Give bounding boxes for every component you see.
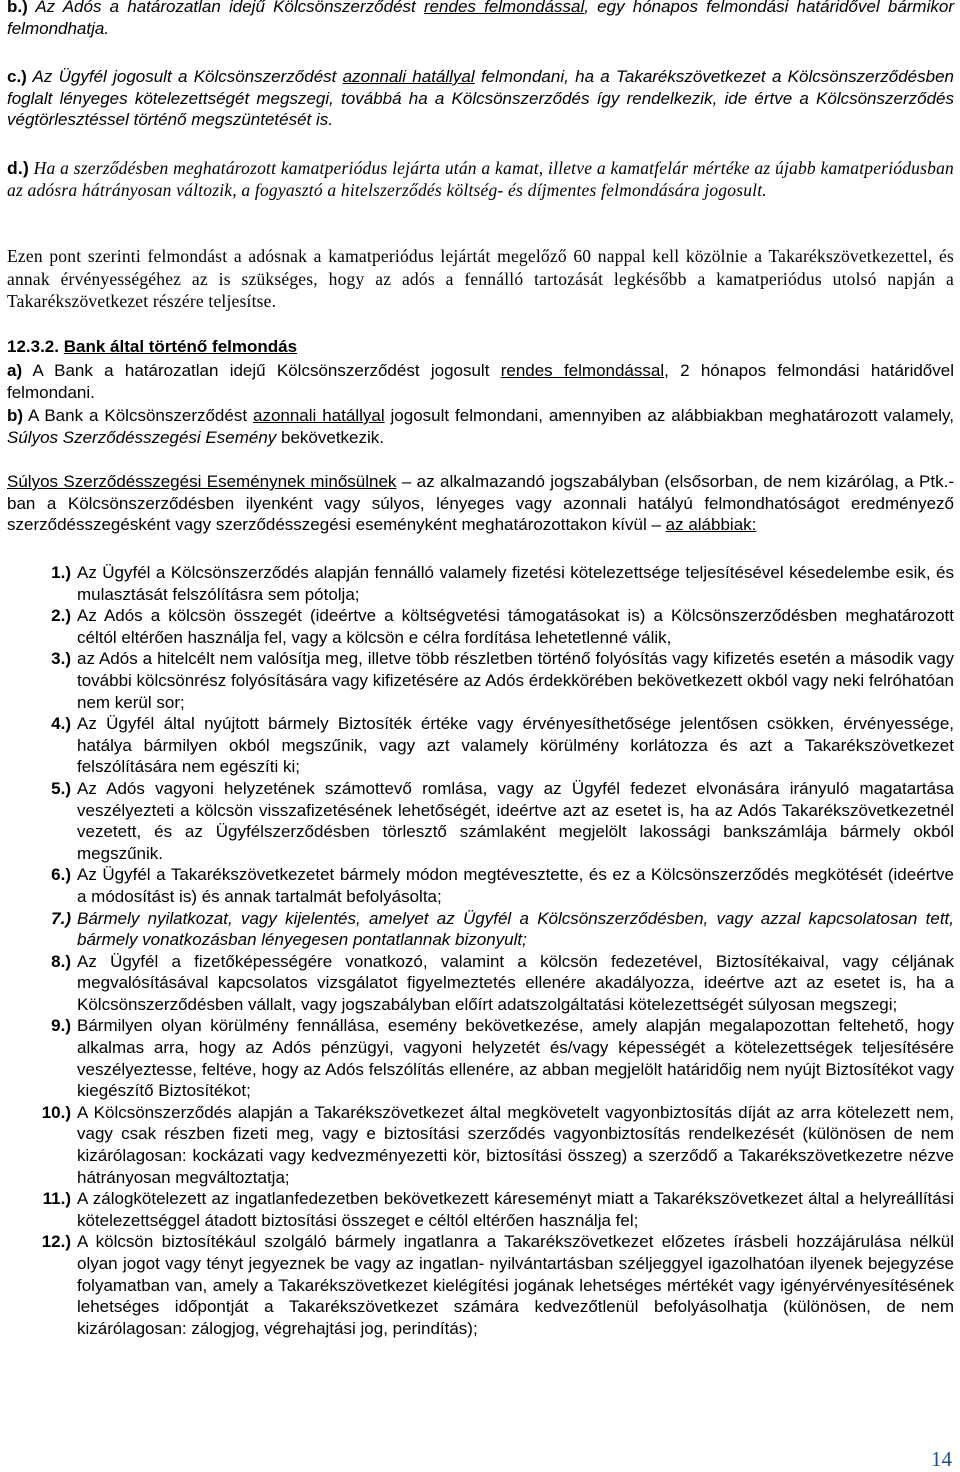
list-item-text: A Kölcsönszerződés alapján a Takarékszövetkezet által megkövetelt vagyonbiztosítás díját az arra kötelezett nem, vagy csak részben fizeti meg, vagy e biztosítási szerződés vagyonbiztosítás rendelkezését (különösen de nem kizárólagosan: kockázati vagy kedvezményezetti kör, biztosítási összeg) a szerződő a Takarékszövetkezetre nézve hátrányosan megváltoztatja;	[77, 1102, 954, 1187]
underlined-term: az alábbiak:	[665, 515, 757, 535]
paragraph-text: – az alkalmazandó jogszabályban (elsősorban, de nem kizárólag, a Ptk.- ban a Kölcsönszerződésben ilyenként vagy súlyos, lényeges vagy azonnali hatályú felmondhatóságot eredményező szerződésszegésként vagy szerződésszegési eseményként meghatározottakon kívül –	[7, 472, 954, 535]
list-item	[7, 648, 954, 713]
list-item-number: 12.)	[41, 1232, 71, 1252]
paragraph-text: Az Adós a határozatlan idejű Kölcsönszerződést	[27, 0, 424, 16]
paragraph-b	[7, 0, 954, 39]
paragraph-text: A Bank a Kölcsönszerződést	[23, 406, 253, 425]
paragraph-b2	[7, 405, 954, 448]
paragraph-text: Ha a szerződésben meghatározott kamatperiódus lejárta után a kamat, illetve a kamatfelár mértéke az újabb kamatperiódusban az adósra hátrányosan változik, a fogyasztó a hitelszerződés költség- és díjmentes felmondására jogosult.	[7, 158, 954, 200]
list-item-number: 3.)	[51, 649, 71, 669]
list-item-number: 9.)	[51, 1016, 71, 1036]
underlined-term: azonnali hatállyal	[252, 406, 385, 425]
underlined-term: rendes felmondással	[423, 0, 585, 16]
list-item-number: 11.)	[42, 1189, 71, 1209]
list-item	[7, 778, 954, 864]
list-item-number: 6.)	[51, 865, 71, 885]
paragraph-label: b)	[7, 406, 24, 425]
list-item	[7, 1188, 954, 1231]
list-item-number: 8.)	[51, 951, 71, 971]
italic-term: Súlyos Szerződésszegési Esemény	[7, 427, 277, 447]
section-title: Bank által történő felmondás	[63, 337, 298, 356]
paragraph-c	[7, 66, 954, 131]
paragraph-text: jogosult felmondani, amennyiben az alábbiakban meghatározott valamely,	[384, 406, 954, 425]
event-list	[7, 562, 954, 1339]
paragraph-sulyos	[7, 471, 954, 536]
paragraph-ezen: Ezen pont szerinti felmondást a adósnak a kamatperiódus lejártát megelőző 60 nappal kell közölnie a Takarékszövetkezettel, és annak érvényességéhez az is szükséges, hogy az adós a fennálló tartozását legkésőbb a kamatperiódus utolsó napján a Takarékszövetkezet részére teljesítse.	[7, 246, 954, 311]
section-number: 12.3.2.	[7, 337, 59, 356]
list-item-text: Bármely nyilatkozat, vagy kijelentés, amelyet az Ügyfél a Kölcsönszerződésben, vagy azzal kapcsolatosan tett, bármely vonatkozásban lényegesen pontatlannak bizonyult;	[77, 908, 954, 950]
list-item	[7, 605, 954, 648]
list-item-text: Az Ügyfél a Takarékszövetkezetet bármely módon megtévesztette, és ez a Kölcsönszerződés megkötését (ideértve a módosítást is) és annak tartalmát befolyásolta;	[77, 865, 954, 906]
paragraph-text: bekövetkezik.	[276, 427, 385, 447]
list-item	[7, 908, 954, 951]
paragraph-label: a)	[7, 361, 23, 380]
list-item	[7, 1231, 954, 1339]
paragraph-text: A Bank a határozatlan idejű Kölcsönszerződést jogosult	[22, 361, 501, 380]
list-item-number: 1.)	[51, 563, 71, 582]
list-item-text: Az Adós a kölcsön összegét (ideértve a költségvetési támogatásokat is) a Kölcsönszerződésben meghatározott céltól eltérően használja fel, vagy a kölcsön e célra fordítása lehetetlenné válik,	[77, 606, 954, 647]
list-item-text: Az Ügyfél a fizetőképességére vonatkozó, valamint a kölcsön fedezetével, Biztosítékaival, vagy céljának megvalósításával kapcsolatos vizsgálatot figyelmeztetés ellenére akadályozza, ideértve azt az esetet is, ha a Kölcsönszerződésben vállalt, vagy jogszabályban előírt adatszolgáltatási kötelezettségét súlyosan megszegi;	[77, 951, 954, 1014]
section-heading	[7, 336, 954, 358]
list-item	[7, 1015, 954, 1101]
list-item-number: 2.)	[51, 606, 71, 626]
list-item	[7, 562, 954, 605]
underlined-term: rendes felmondással	[500, 361, 665, 380]
paragraph-d	[7, 157, 954, 201]
paragraph-text: , 2 hónapos felmondási határidővel felmondani.	[7, 361, 954, 402]
underlined-term: Súlyos Szerződésszegési Eseménynek minősülnek	[7, 472, 397, 491]
list-item	[7, 713, 954, 778]
paragraph-label: c.)	[7, 67, 27, 86]
list-item-text: A kölcsön biztosítékául szolgáló bármely ingatlanra a Takarékszövetkezet előzetes írásbeli hozzájárulása nélkül olyan jogot vagy tényt jegyeznek be vagy az ingatlan- nyilvántartásban széljeggyel igazolhatóan ilyenek bejegyzése folyamatban van, amely a Takarékszövetkezet kielégítési jogának lehetséges mértékét vagy igényérvényesítésének lehetséges időpontját a Takarékszövetkezet számára kedvezőtlenül befolyásolhatja (különösen, de nem kizárólagosan: zálogjog, végrehajtási jog, perindítás);	[77, 1232, 954, 1338]
paragraph-text: felmondani, ha a Takarékszövetkezet a Kölcsönszerződésben foglalt lényeges kötelezettségét megszegi, továbbá ha a Kölcsönszerződés így rendelkezik, ide értve a Kölcsönszerződés végtörlesztéssel történő megszüntetését is.	[7, 67, 954, 130]
list-item-number: 5.)	[51, 778, 71, 798]
paragraph-label: b.)	[7, 0, 28, 16]
list-item-text: Az Ügyfél a Kölcsönszerződés alapján fennálló valamely fizetési kötelezettsége teljesítésével késedelembe esik, és mulasztását felszólításra sem pótolja;	[77, 563, 954, 604]
list-item-number: 4.)	[51, 714, 71, 734]
list-item-text: Bármilyen olyan körülmény fennállása, esemény bekövetkezése, amely alapján megalapozottan feltehető, hogy alkalmas arra, hogy az Adós pénzügyi, vagyoni helyzetét és/vagy képességét a kötelezettségek teljesítésére veszélyeztesse, feltéve, hogy az Adós felszólítás ellenére, az abban megjelölt határidőig nem nyújt Biztosítékot vagy kiegészítő Biztosítékot;	[77, 1016, 954, 1101]
list-item-text: A zálogkötelezett az ingatlanfedezetben bekövetkezett káreseményt miatt a Takarékszövetkezet által a helyreállítási kötelezettséggel átadott biztosítási összeget e céltól eltérően használja fel;	[77, 1189, 954, 1230]
list-item	[7, 951, 954, 1016]
paragraph-text: Az Ügyfél jogosult a Kölcsönszerződést	[26, 67, 343, 86]
list-item-number: 7.)	[51, 908, 71, 928]
page-number: 14	[931, 1447, 952, 1471]
underlined-term: azonnali hatállyal	[342, 67, 475, 86]
paragraph-a2	[7, 360, 954, 403]
paragraph-label: d.)	[7, 158, 29, 178]
list-item	[7, 864, 954, 907]
list-item-number: 10.)	[41, 1102, 71, 1122]
list-item-text: Az Adós vagyoni helyzetének számottevő romlása, vagy az Ügyfél fedezet elvonására irányuló magatartása veszélyezteti a kölcsön visszafizetésének lehetőségét, ideértve azt az esetet is, ha az Adós Takarékszövetkezetnél vezetett, és az Ügyfélszerződésben törlesztő számlaként megjelölt lakossági bankszámlája bármely okból megszűnik.	[77, 778, 954, 863]
paragraph-text: , egy hónapos felmondási határidővel bármikor felmondhatja.	[7, 0, 954, 38]
list-item-text: az Adós a hitelcélt nem valósítja meg, illetve több részletben történő folyósítás vagy kifizetés esetén a második vagy további kölcsönrész folyósítására vagy kifizetésére az Adós érdekkörében bekövetkezett okból vagy neki felróhatóan nem kerül sor;	[77, 649, 954, 712]
list-item-text: Az Ügyfél által nyújtott bármely Biztosíték értéke vagy érvényesíthetősége jelentősen csökken, érvényessége, hatálya bármilyen okból megszűnik, vagy azt valamely körülmény korlátozza és azt a Takarékszövetkezet felszólítására nem egészíti ki;	[77, 714, 954, 777]
list-item	[7, 1102, 954, 1188]
